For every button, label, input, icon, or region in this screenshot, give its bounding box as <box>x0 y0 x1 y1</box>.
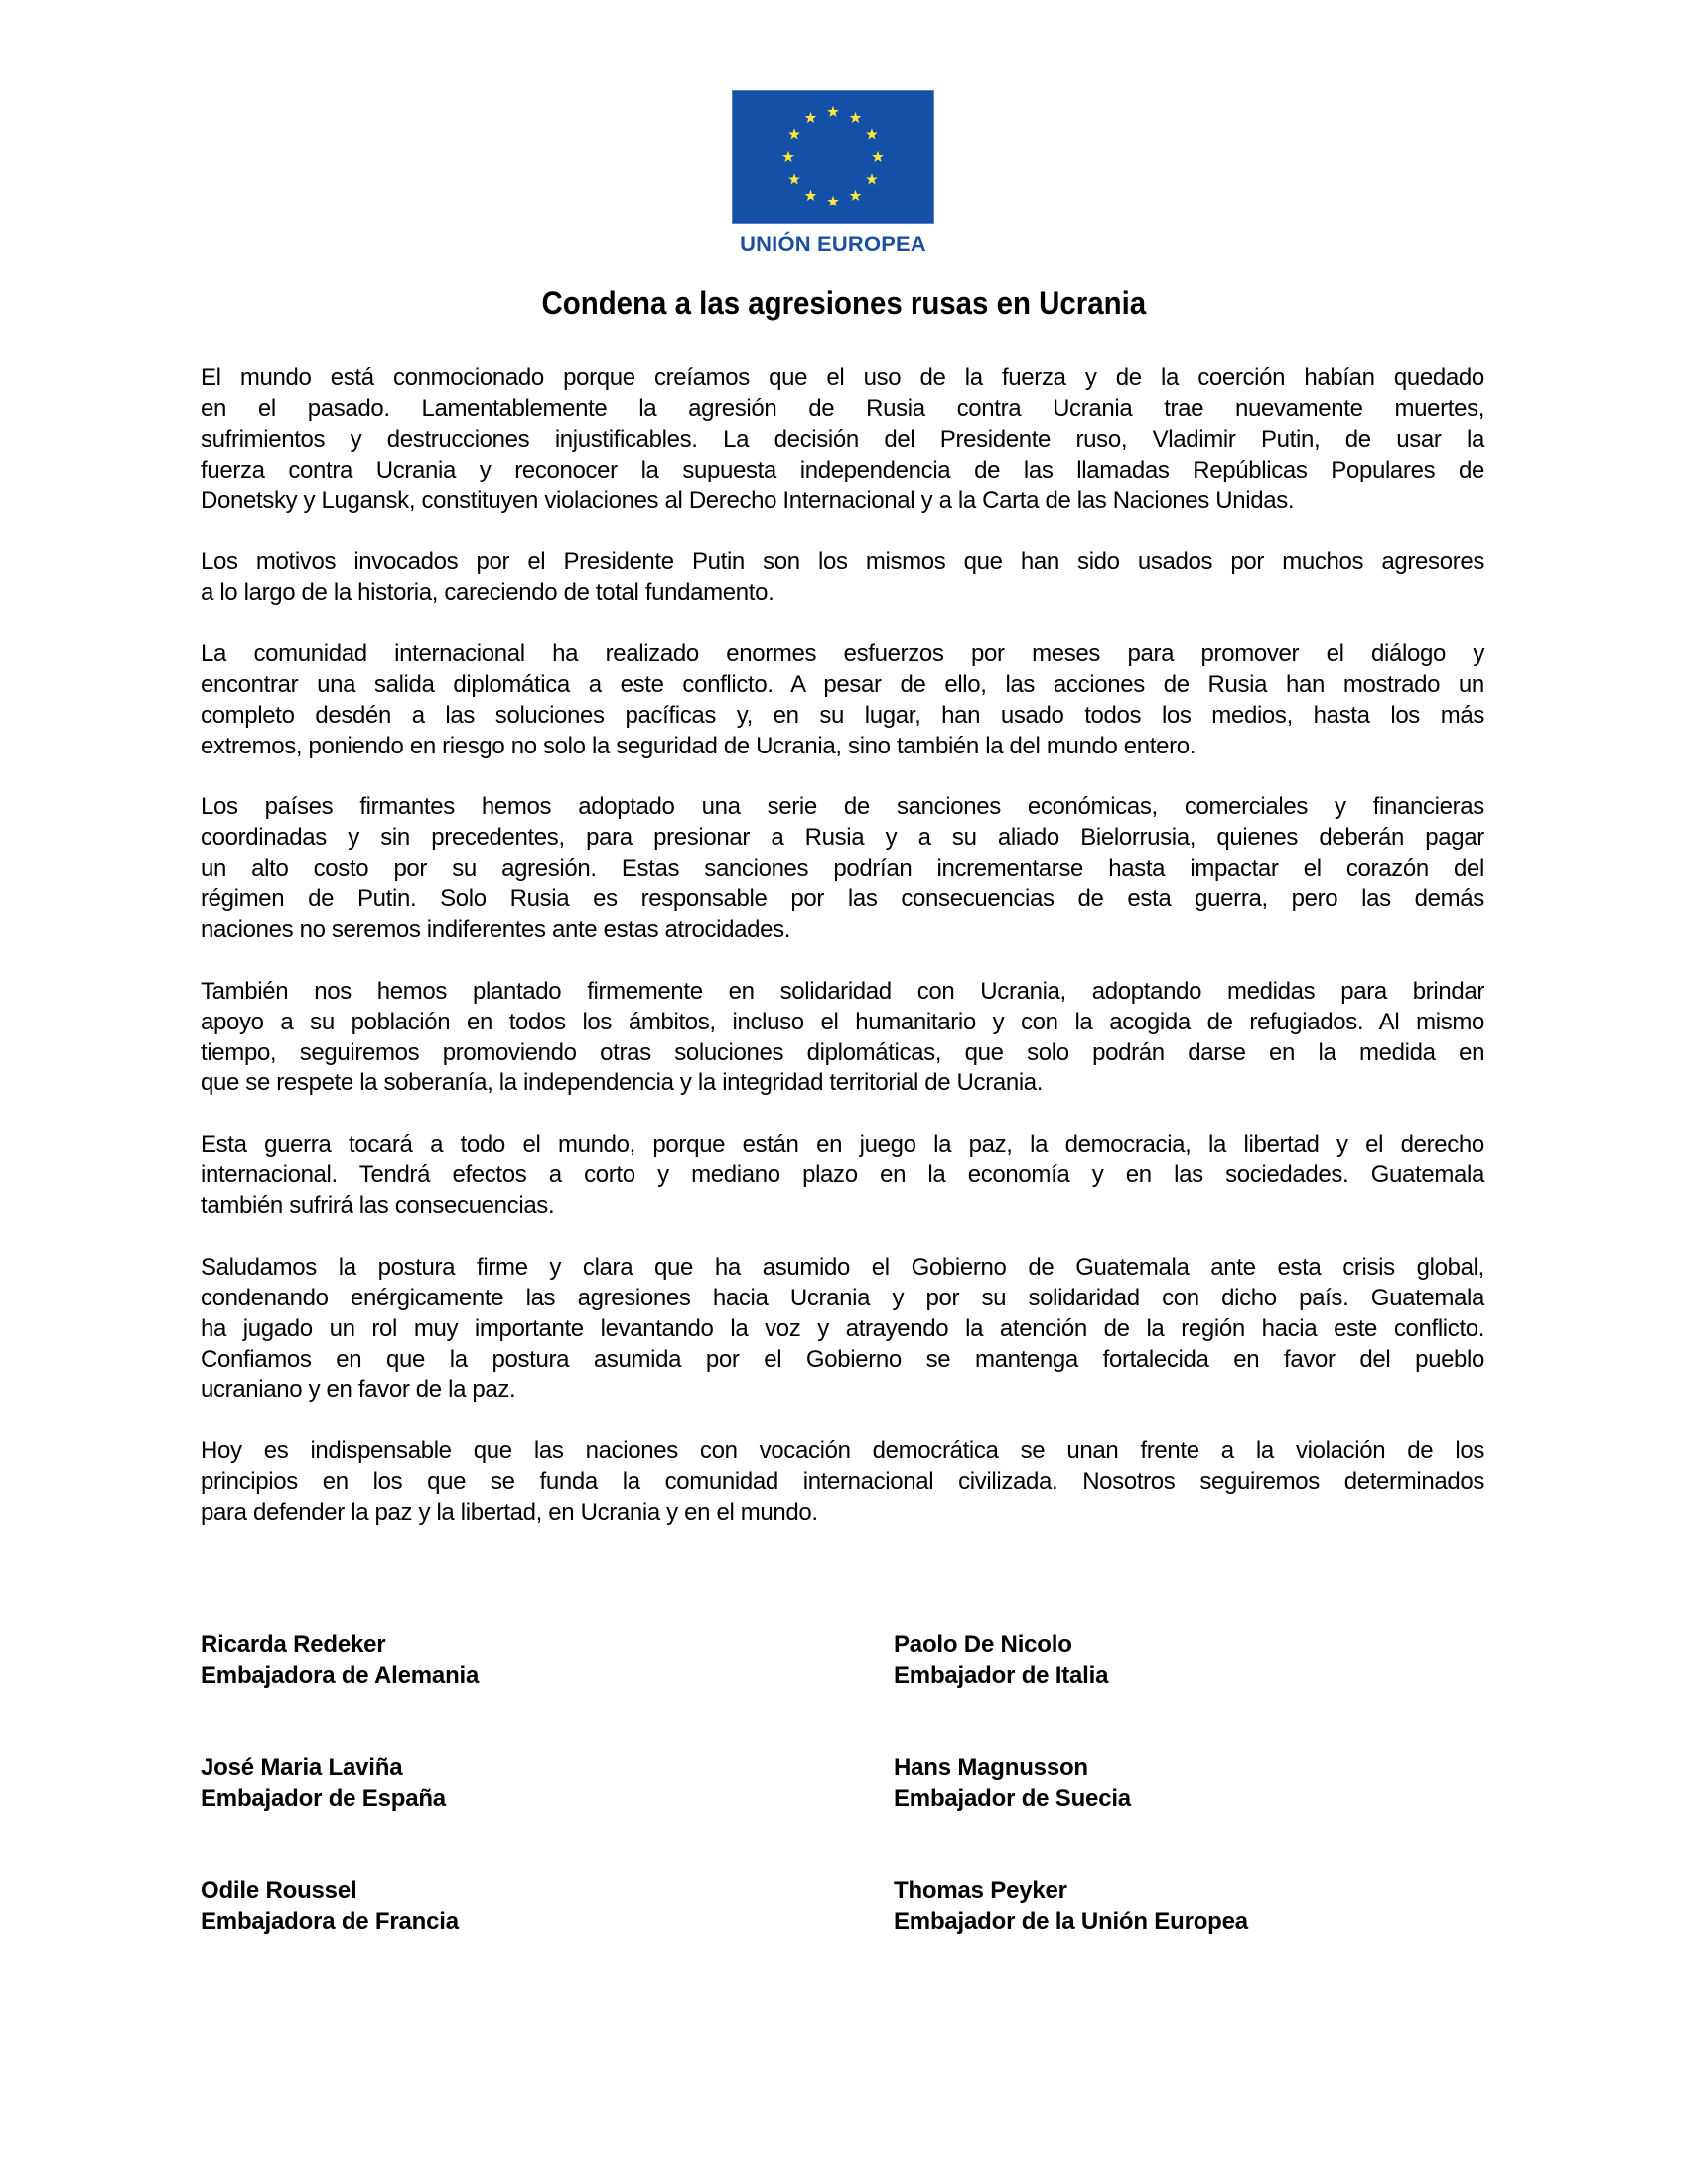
paragraph-line: coordinadas y sin precedentes, para presionar a Rusia y a su aliado Bielorrusia, quienes deberán pagar <box>201 824 1484 852</box>
paragraph-line: La comunidad internacional ha realizado enormes esfuerzos por meses para promover el diálogo y <box>201 640 1485 668</box>
document-body <box>201 363 1484 1560</box>
star-icon <box>850 190 862 201</box>
paragraph-line: a lo largo de la historia, careciendo de total fundamento. <box>201 579 774 607</box>
paragraph <box>201 1130 1484 1222</box>
star-icon <box>782 151 794 162</box>
paragraph-line: También nos hemos plantado firmemente en solidaridad con Ucrania, adoptando medidas para brindar <box>201 977 1485 1005</box>
paragraph-line: encontrar una salida diplomática a este conflicto. A pesar de ello, las acciones de Rusia han mostrado un <box>201 670 1484 698</box>
paragraph <box>201 1436 1484 1529</box>
paragraph-line: ha jugado un rol muy importante levantando la voz y atrayendo la atención de la región hacia este conflicto. <box>201 1314 1485 1342</box>
paragraph-line: sufrimientos y destrucciones injustificables. La decisión del Presidente ruso, Vladimir Putin, de usar la <box>201 425 1484 453</box>
signatory <box>894 1876 1248 1937</box>
star-icon <box>866 173 878 184</box>
paragraph <box>201 1253 1484 1406</box>
paragraph-line: en el pasado. Lamentablemente la agresión de Rusia contra Ucrania trae nuevamente muertes, <box>201 394 1485 422</box>
paragraph <box>201 977 1484 1100</box>
signatory <box>894 1630 1108 1691</box>
star-icon <box>872 151 884 162</box>
eu-flag-icon <box>732 90 934 224</box>
star-icon <box>805 190 817 201</box>
signatory-name: Hans Magnusson <box>894 1754 1088 1781</box>
signatory-role: Embajador de Suecia <box>894 1784 1131 1812</box>
paragraph-line: Donetsky y Lugansk, constituyen violaciones al Derecho Internacional y a la Carta de las Naciones Unidas. <box>201 486 1295 514</box>
signatory-name: José Maria Laviña <box>201 1754 403 1781</box>
paragraph-line: apoyo a su población en todos los ámbitos, incluso el humanitario y con la acogida de refugiados. Al mismo <box>201 1008 1485 1035</box>
paragraph <box>201 639 1484 762</box>
paragraph-line: completo desdén a las soluciones pacíficas y, en su lugar, han usado todos los medios, hasta los más <box>201 701 1484 729</box>
signatory-role: Embajador de Italia <box>894 1661 1109 1689</box>
signatory-role: Embajadora de Francia <box>201 1907 459 1935</box>
paragraph-line: fuerza contra Ucrania y reconocer la supuesta independencia de las llamadas Repúblicas Populares de <box>201 456 1484 483</box>
page-title <box>0 284 1688 322</box>
paragraph-line: condenando enérgicamente las agresiones hacia Ucrania y por su solidaridad con dicho país. Guatemala <box>201 1284 1485 1311</box>
signatory <box>201 1630 479 1691</box>
paragraph-line: Confiamos en que la postura asumida por el Gobierno se mantenga fortalecida en favor del pueblo <box>201 1345 1485 1373</box>
star-icon <box>788 173 800 184</box>
paragraph-line: principios en los que se funda la comunidad internacional civilizada. Nosotros seguiremos determinados <box>201 1468 1484 1496</box>
paragraph <box>201 547 1484 609</box>
signatory-role: Embajador de España <box>201 1784 446 1812</box>
paragraph-line: para defender la paz y la libertad, en Ucrania y en el mundo. <box>201 1498 818 1526</box>
signatory-name: Paolo De Nicolo <box>894 1631 1072 1658</box>
paragraph-line: extremos, poniendo en riesgo no solo la seguridad de Ucrania, sino también la del mundo entero. <box>201 732 1196 759</box>
paragraph-line: Saludamos la postura firme y clara que ha asumido el Gobierno de Guatemala ante esta crisis global, <box>201 1253 1484 1281</box>
star-icon <box>850 112 862 123</box>
paragraph-line: que se respete la soberanía, la independencia y la integridad territorial de Ucrania. <box>201 1069 1044 1097</box>
signatory <box>201 1753 446 1814</box>
signatory <box>894 1753 1131 1814</box>
paragraph <box>201 792 1484 945</box>
paragraph-line: régimen de Putin. Solo Rusia es responsable por las consecuencias de esta guerra, pero las demás <box>201 886 1484 913</box>
eu-stars-circle <box>733 91 933 223</box>
paragraph-line: también sufrirá las consecuencias. <box>201 1192 555 1220</box>
signatory-name: Ricarda Redeker <box>201 1631 386 1658</box>
star-icon <box>805 112 817 123</box>
signatory-name: Thomas Peyker <box>894 1877 1067 1904</box>
logo-label: UNIÓN EUROPEA <box>740 232 926 256</box>
page-title-text: Condena a las agresiones rusas en Ucrania <box>541 285 1147 321</box>
paragraph-line: naciones no seremos indiferentes ante estas atrocidades. <box>201 916 791 944</box>
paragraph-line: Esta guerra tocará a todo el mundo, porque están en juego la paz, la democracia, la libertad y el derecho <box>201 1131 1484 1159</box>
paragraph-line: internacional. Tendrá efectos a corto y mediano plazo en la economía y en las sociedades. Guatemala <box>201 1161 1484 1189</box>
star-icon <box>788 128 800 139</box>
paragraph-line: tiempo, seguiremos promoviendo otras soluciones diplomáticas, que solo podrán darse en la medida en <box>201 1038 1485 1066</box>
paragraph-line: Los países firmantes hemos adoptado una serie de sanciones económicas, comerciales y financieras <box>201 793 1484 821</box>
paragraph-line: ucraniano y en favor de la paz. <box>201 1376 516 1404</box>
paragraph-line: El mundo está conmocionado porque creíamos que el uso de la fuerza y de la coerción habían quedado <box>201 364 1484 391</box>
signatory <box>201 1876 459 1937</box>
paragraph <box>201 363 1484 516</box>
signatory-role: Embajador de la Unión Europea <box>894 1907 1248 1935</box>
star-icon <box>866 128 878 139</box>
star-icon <box>827 196 839 206</box>
star-icon <box>827 106 839 117</box>
paragraph-line: Hoy es indispensable que las naciones con vocación democrática se unan frente a la violación de los <box>201 1437 1484 1465</box>
signatory-name: Odile Roussel <box>201 1877 357 1904</box>
paragraph-line: un alto costo por su agresión. Estas sanciones podrían incrementarse hasta impactar el corazón del <box>201 855 1484 883</box>
signatory-role: Embajadora de Alemania <box>201 1661 480 1689</box>
paragraph-line: Los motivos invocados por el Presidente Putin son los mismos que han sido usados por muchos agresores <box>201 548 1484 576</box>
